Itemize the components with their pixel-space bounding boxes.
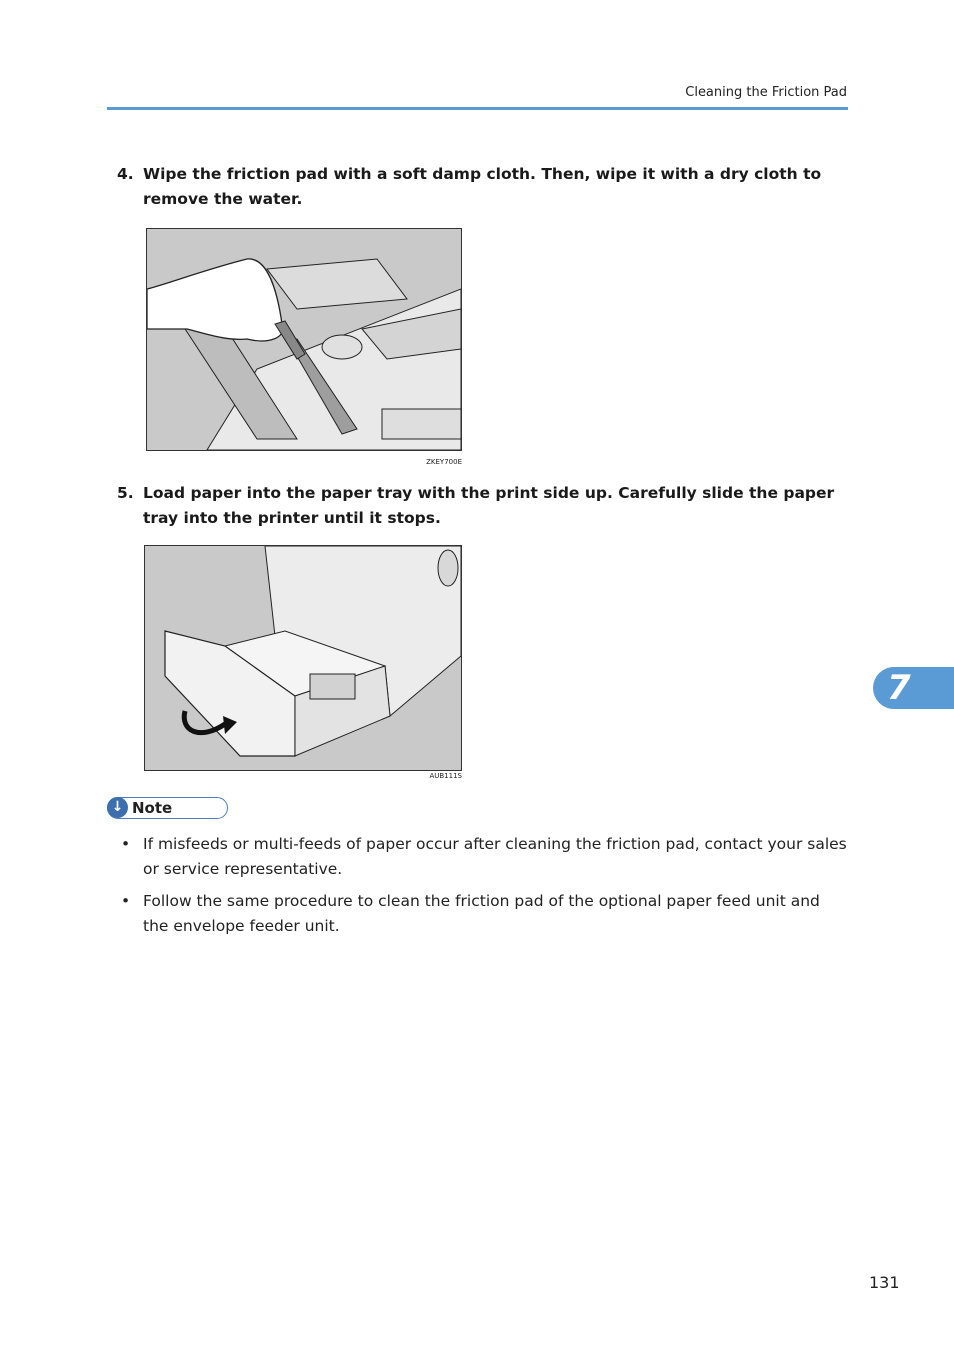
step-text: Wipe the friction pad with a soft damp cloth. Then, wipe it with a dry cloth to remove the water. (143, 165, 822, 208)
chapter-tab (873, 667, 954, 709)
note-badge (107, 797, 228, 819)
bullet-icon: • (121, 892, 131, 910)
step-number: 4. (117, 165, 134, 183)
running-header: Cleaning the Friction Pad (685, 85, 847, 100)
step-number: 5. (117, 484, 134, 502)
bullet-text: If misfeeds or multi-feeds of paper occur after cleaning the friction pad, contact your sales or service representative. (143, 835, 847, 878)
page-number: 131 (869, 1273, 900, 1292)
paper-tray-illustration (144, 545, 462, 771)
step-4 (117, 162, 849, 212)
note-bullet (117, 889, 849, 939)
friction-pad-illustration (146, 228, 462, 451)
figure-code: AUB111S (429, 772, 462, 780)
note-bullet (117, 832, 849, 882)
arrow-down-icon: ↓ (107, 797, 128, 818)
header-rule (107, 107, 848, 110)
step-text: Load paper into the paper tray with the print side up. Carefully slide the paper tray into the printer until it stops. (143, 484, 835, 527)
step-5 (117, 481, 849, 531)
chapter-number: 7 (887, 668, 911, 708)
figure-code: ZKEY700E (426, 458, 462, 466)
note-label: Note (132, 799, 173, 817)
bullet-text: Follow the same procedure to clean the friction pad of the optional paper feed unit and the envelope feeder unit. (143, 892, 820, 935)
bullet-icon: • (121, 835, 131, 853)
